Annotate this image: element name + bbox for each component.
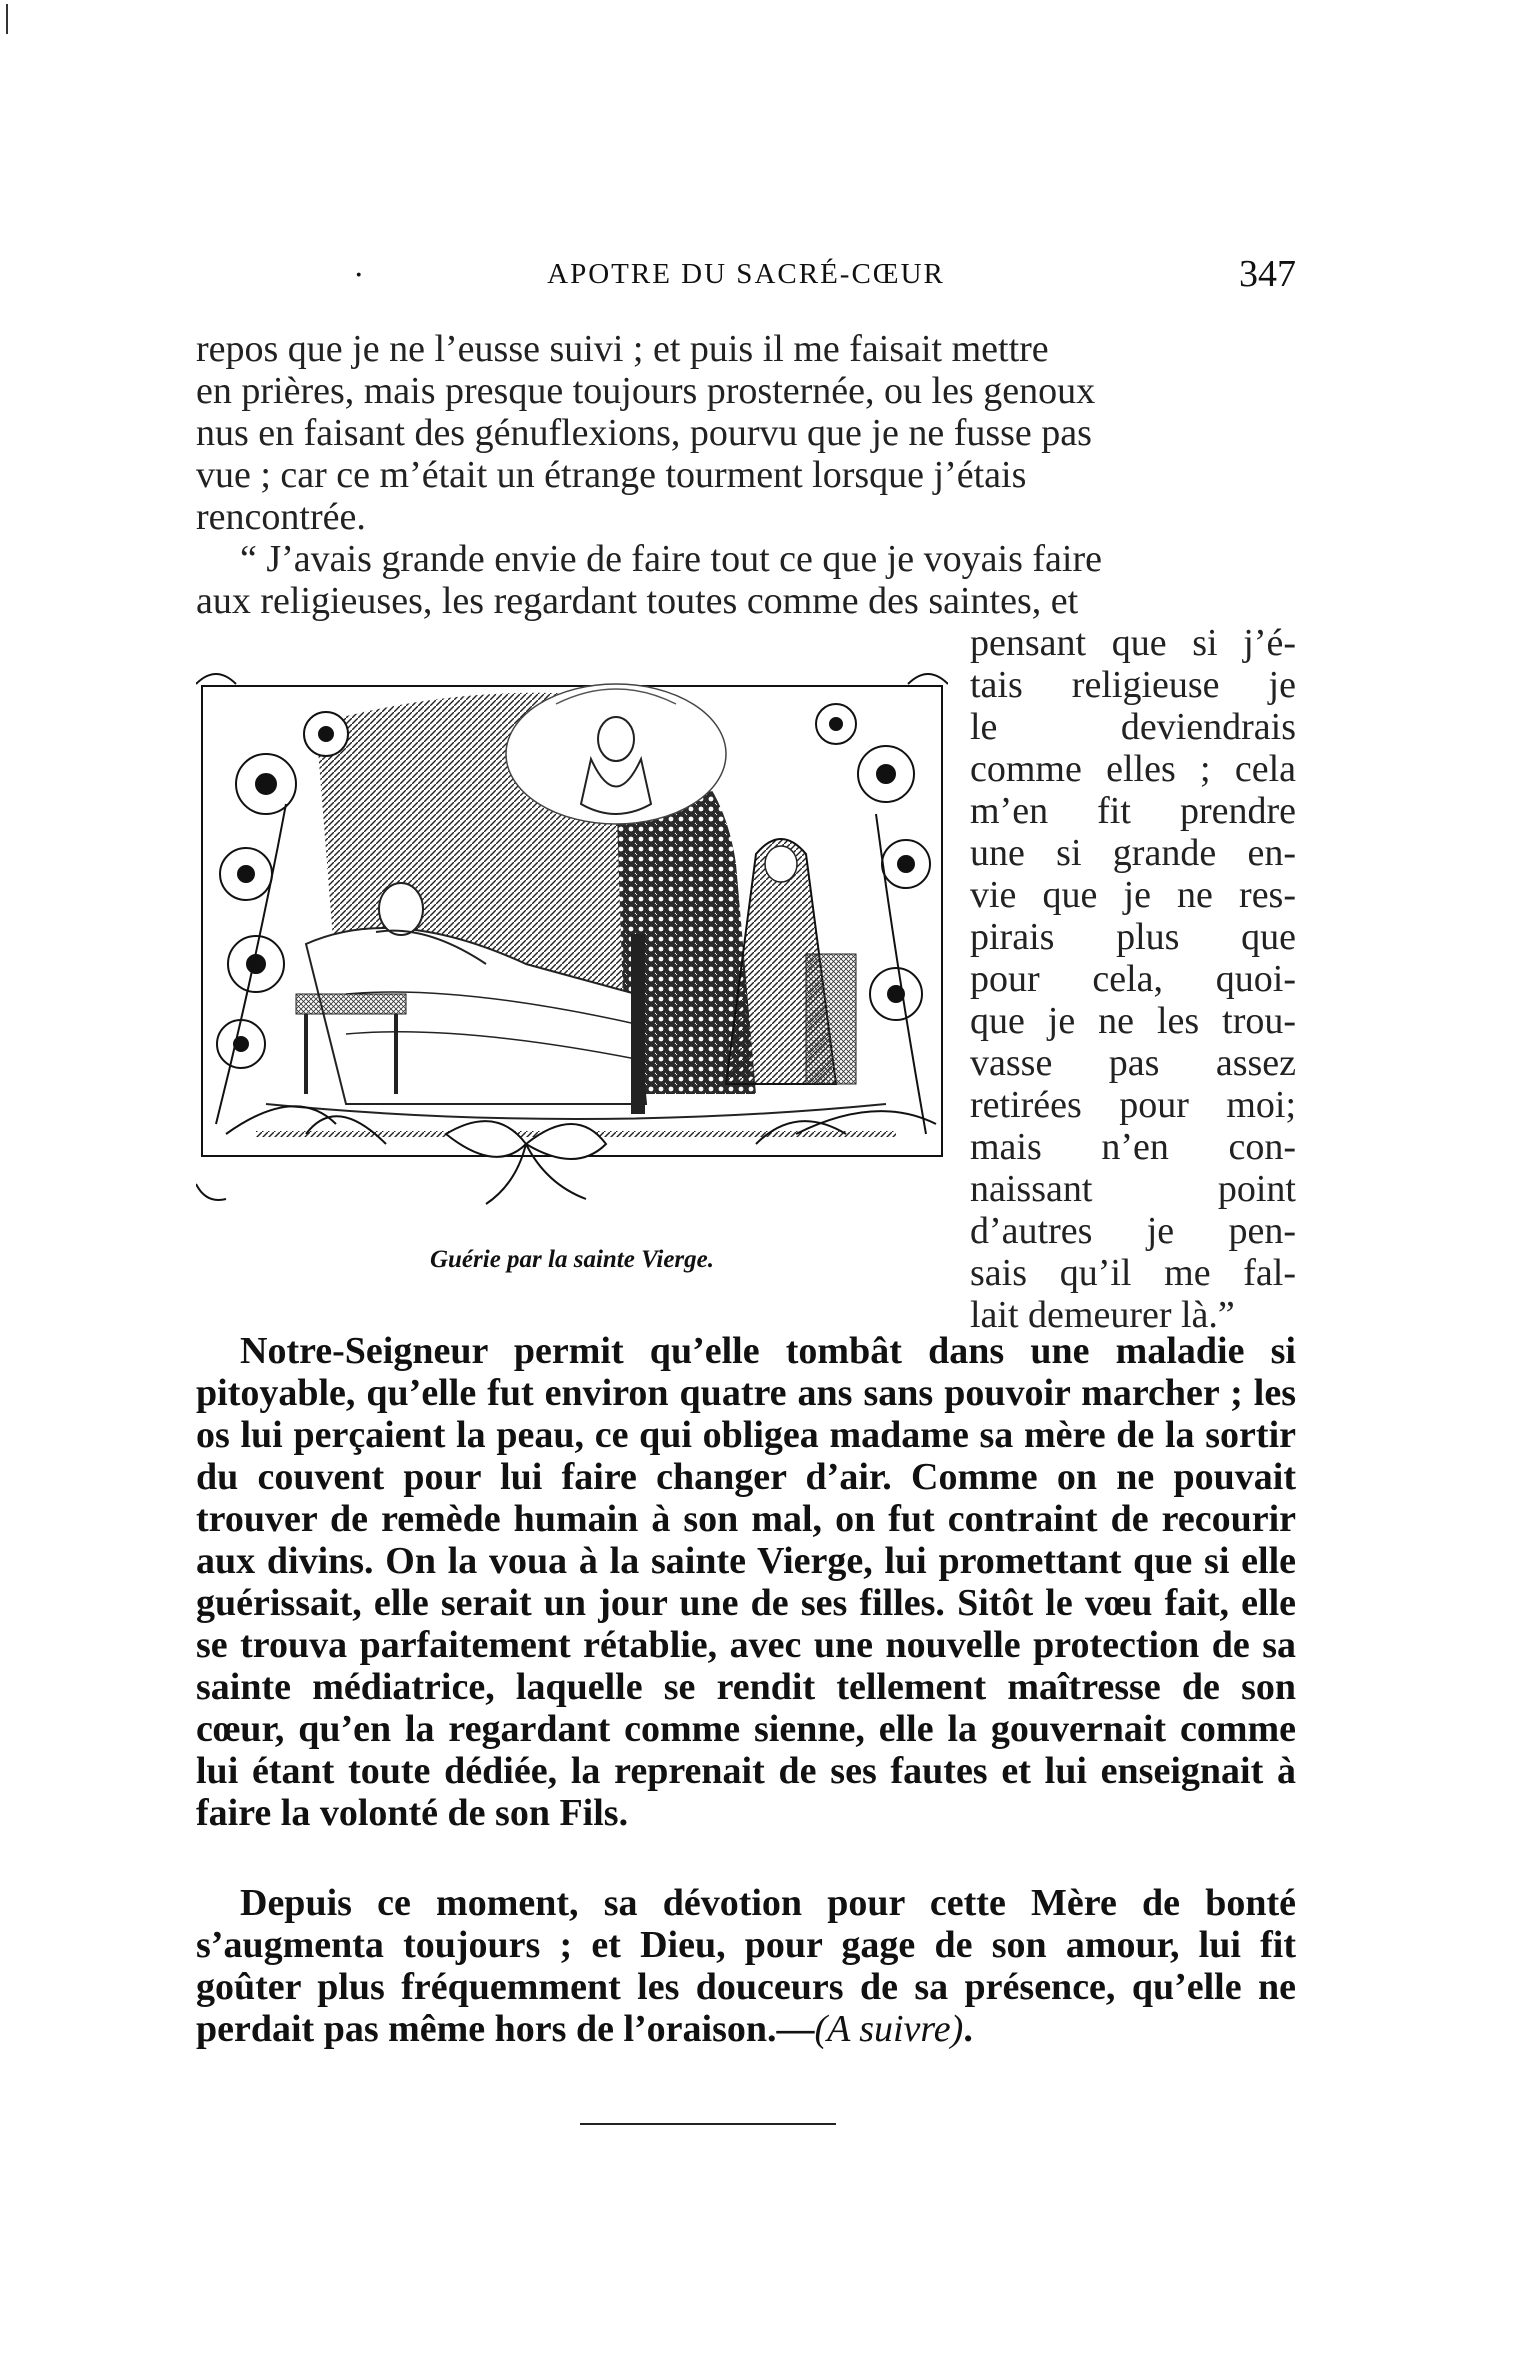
text-line: mais n’en con- — [970, 1126, 1296, 1168]
paragraph-4-end: . — [963, 2008, 973, 2050]
paragraph-2-wrap-column — [970, 622, 1296, 1336]
text-line: en prières, mais presque toujours prosternée, ou les genoux — [196, 370, 1096, 412]
engraving-illustration — [196, 664, 948, 1224]
continuation-note: (A suivre) — [814, 2008, 964, 2050]
text-line: pirais plus que — [970, 916, 1296, 958]
running-title: APOTRE DU SACRÉ-CŒUR — [547, 258, 945, 290]
text-line: vie que je ne res- — [970, 874, 1296, 916]
text-line: vasse pas assez — [970, 1042, 1296, 1084]
paragraph-3 — [196, 1330, 1296, 1834]
paragraph-4-body: Depuis ce moment, sa dévotion pour cette Mère de bonté s’augmenta toujours ; et Dieu, pour gage de son amour, lui fit goûter plus fréquemment les douceurs de sa présence, qu’elle ne perdait pas même hors de l’oraison.— — [196, 1882, 1296, 2050]
text-line: sais qu’il me fal- — [970, 1252, 1296, 1294]
paragraph-4-text — [196, 1882, 1296, 2050]
text-line: pour cela, quoi- — [970, 958, 1296, 1000]
text-line: aux religieuses, les regardant toutes comme des saintes, et — [196, 580, 1079, 622]
header-dot: · — [354, 258, 364, 293]
text-line: nus en faisant des génuflexions, pourvu que je ne fusse pas — [196, 412, 1092, 454]
figure-caption: Guérie par la sainte Vierge. — [429, 1246, 715, 1273]
page-header — [196, 252, 1296, 296]
paragraph-1 — [196, 328, 1296, 622]
text-line: naissant point — [970, 1168, 1296, 1210]
text-line: lait demeurer là.” — [970, 1294, 1235, 1336]
text-line: que je ne les trou- — [970, 1000, 1296, 1042]
text-line: comme elles ; cela — [970, 748, 1296, 790]
text-line: pensant que si j’é- — [970, 622, 1296, 664]
paragraph-3-text: Notre-Seigneur permit qu’elle tombât dans une maladie si pitoyable, qu’elle fut environ quatre ans sans pouvoir marcher ; les os lui perçaient la peau, ce qui obligea madame sa mère de la sortir du couvent pour lui faire changer d’air. Comme on ne pouvait trouver de remède humain à son mal, on fut contraint de recourir aux divins. On la voua à la sainte Vierge, lui promettant que si elle guérissait, elle serait un jour une de ses filles. Sitôt le vœu fait, elle se trouva parfaitement rétablie, avec une nouvelle protection de sa sainte médiatrice, laquelle se rendit tellement maîtresse de son cœur, qu’en la regardant comme sienne, elle la gouvernait comme lui étant toute dédiée, la reprenait de ses fautes et lui enseignait à faire la volonté de son Fils. — [196, 1330, 1296, 1834]
text-line: une si grande en- — [970, 832, 1296, 874]
text-line: repos que je ne l’eusse suivi ; et puis il me faisait mettre — [196, 328, 1049, 370]
text-line: vue ; car ce m’était un étrange tourment lorsque j’étais — [196, 454, 1027, 496]
text-line: “ J’avais grande envie de faire tout ce que je voyais faire — [240, 538, 1102, 580]
text-line: tais religieuse je — [970, 664, 1296, 706]
text-line: d’autres je pen- — [970, 1210, 1296, 1252]
text-line: retirées pour moi; — [970, 1084, 1296, 1126]
margin-mark — [6, 4, 8, 34]
text-line: le deviendrais — [970, 706, 1296, 748]
text-line: m’en fit prendre — [970, 790, 1296, 832]
text-line: rencontrée. — [196, 496, 366, 538]
page-number: 347 — [1239, 253, 1296, 295]
paragraph-4 — [196, 1882, 1296, 2050]
engraving-drawing — [196, 664, 948, 1224]
section-rule — [580, 2123, 836, 2125]
